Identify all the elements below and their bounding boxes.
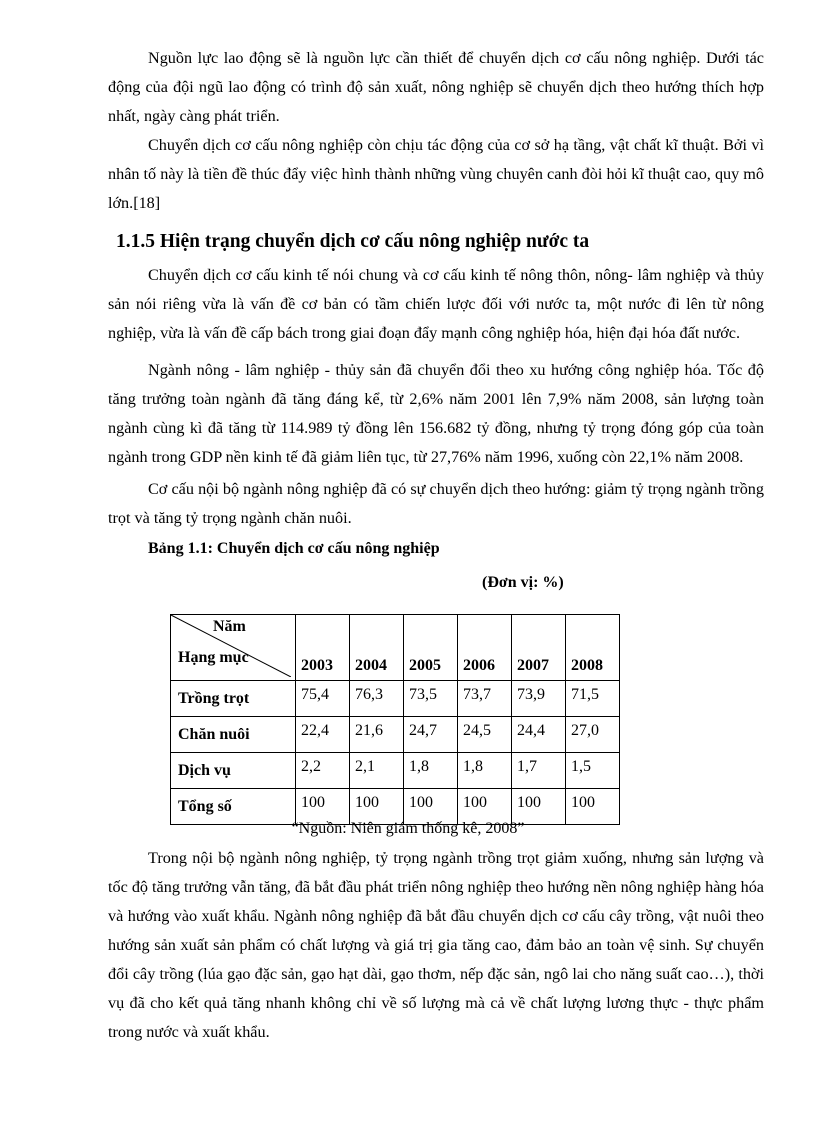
table-cell: 2,1	[350, 753, 404, 789]
table-cell: 100	[458, 789, 512, 825]
table-cell: 27,0	[566, 717, 620, 753]
table-cell: 100	[404, 789, 458, 825]
row-label: Trồng trọt	[171, 681, 296, 717]
data-table	[170, 614, 620, 825]
table-source-note: “Nguồn: Niên giám thống kê, 2008”	[291, 820, 525, 837]
paragraph-infrastructure: Chuyển dịch cơ cấu nông nghiệp còn chịu tác động của cơ sở hạ tầng, vật chất kĩ thuật. Bởi vì nhân tố này là tiền đề thúc đẩy việc hình thành những vùng chuyên canh đòi hỏi kĩ thuật cao, quy mô lớn.[18]	[108, 136, 764, 212]
table-cell: 73,5	[404, 681, 458, 717]
header-corner-cell	[171, 615, 296, 681]
year-header-cell: 2006	[458, 615, 512, 681]
header-year-label: Năm	[213, 618, 246, 635]
header-category-label: Hạng mục	[178, 649, 249, 666]
table-unit: (Đơn vị: %)	[482, 574, 564, 591]
paragraph-labor-resources: Nguồn lực lao động sẽ là nguồn lực cần thiết để chuyển dịch cơ cấu nông nghiệp. Dưới tác động của đội ngũ lao động có trình độ sản xuất, nông nghiệp sẽ chuyển dịch theo hướng thích hợp nhất, ngày càng phát triển.	[108, 49, 764, 125]
table-cell: 73,9	[512, 681, 566, 717]
table-cell: 24,5	[458, 717, 512, 753]
table-cell: 1,8	[404, 753, 458, 789]
table-cell: 1,5	[566, 753, 620, 789]
table-caption: Bảng 1.1: Chuyển dịch cơ cấu nông nghiệp	[148, 540, 440, 557]
table-row	[171, 717, 620, 753]
paragraph-economic-structure: Chuyển dịch cơ cấu kinh tế nói chung và cơ cấu kinh tế nông thôn, nông- lâm nghiệp và thủy sản nói riêng vừa là vấn đề cơ bản có tầm chiến lược đối với nước ta, một nước đi lên từ nông nghiệp, vừa là vấn đề cấp bách trong giai đoạn đẩy mạnh công nghiệp hóa, hiện đại hóa đất nước.	[108, 266, 764, 342]
table-cell: 100	[512, 789, 566, 825]
row-label: Chăn nuôi	[171, 717, 296, 753]
table-cell: 100	[350, 789, 404, 825]
table-cell: 24,7	[404, 717, 458, 753]
row-label: Tổng số	[171, 789, 296, 825]
paragraph-internal-structure: Cơ cấu nội bộ ngành nông nghiệp đã có sự chuyển dịch theo hướng: giảm tỷ trọng ngành trồng trọt và tăng tỷ trọng ngành chăn nuôi.	[108, 480, 764, 527]
table-cell: 100	[296, 789, 350, 825]
table-cell: 73,7	[458, 681, 512, 717]
year-header-cell: 2005	[404, 615, 458, 681]
paragraph-growth-rate: Ngành nông - lâm nghiệp - thủy sản đã chuyển đổi theo xu hướng công nghiệp hóa. Tốc độ tăng trưởng toàn ngành đã tăng đáng kể, từ 2,6% năm 2001 lên 7,9% năm 2008, sản lượng toàn ngành cùng kì đã tăng từ 114.989 tỷ đồng lên 156.682 tỷ đồng, nhưng tỷ trọng đóng góp của toàn ngành trong GDP nền kinh tế đã giảm liên tục, từ 27,76% năm 1996, xuống còn 22,1% năm 2008.	[108, 361, 764, 466]
table-cell: 71,5	[566, 681, 620, 717]
table-cell: 75,4	[296, 681, 350, 717]
table-cell: 24,4	[512, 717, 566, 753]
row-label: Dịch vụ	[171, 753, 296, 789]
table-row	[171, 681, 620, 717]
table-cell: 1,8	[458, 753, 512, 789]
table-cell: 21,6	[350, 717, 404, 753]
paragraph-crop-restructuring: Trong nội bộ ngành nông nghiệp, tỷ trọng ngành trồng trọt giảm xuống, nhưng sản lượng và tốc độ tăng trưởng vẫn tăng, đã bắt đầu phát triển nông nghiệp theo hướng nền nông nghiệp hàng hóa và hướng vào xuất khẩu. Ngành nông nghiệp đã bắt đầu chuyển dịch cơ cấu cây trồng, vật nuôi theo hướng sản xuất sản phẩm có chất lượng và giá trị gia tăng cao, đảm bảo an toàn vệ sinh. Sự chuyển đổi cây trồng (lúa gạo đặc sản, gạo hạt dài, gạo thơm, nếp đặc sản, ngô lai cho năng suất cao…), thời vụ đã cho kết quả tăng nhanh không chỉ về số lượng mà cả về chất lượng lương thực - thực phẩm trong nước và xuất khẩu.	[108, 849, 764, 1041]
year-header-cell: 2008	[566, 615, 620, 681]
table-header-row	[171, 615, 620, 681]
year-header-cell: 2004	[350, 615, 404, 681]
table-cell: 1,7	[512, 753, 566, 789]
table-cell: 76,3	[350, 681, 404, 717]
year-header-cell: 2007	[512, 615, 566, 681]
table-row	[171, 753, 620, 789]
year-header-cell: 2003	[296, 615, 350, 681]
section-heading: 1.1.5 Hiện trạng chuyển dịch cơ cấu nông nghiệp nước ta	[116, 231, 590, 252]
table-cell: 22,4	[296, 717, 350, 753]
table-cell: 100	[566, 789, 620, 825]
table-cell: 2,2	[296, 753, 350, 789]
